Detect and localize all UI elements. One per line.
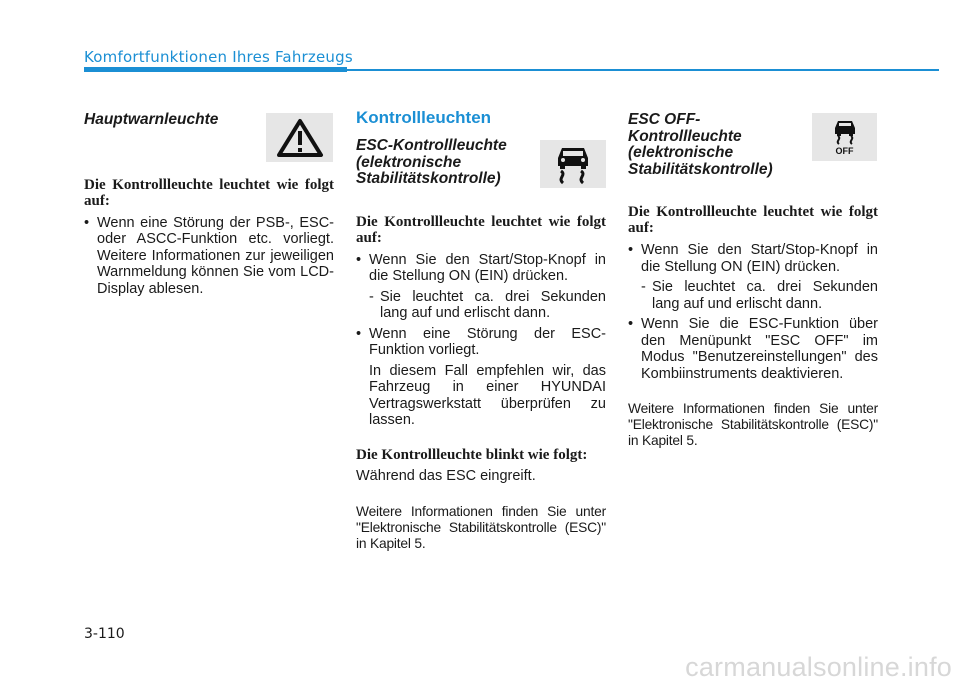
main-warning-lead: Die Kontrollleuchte leuchtet wie folgt auf: <box>84 176 334 209</box>
header-title: Komfortfunktionen Ihres Fahrzeugs <box>84 48 353 66</box>
header-rule-thick <box>84 67 347 72</box>
section-title: Kontrollleuchten <box>356 108 492 127</box>
esc-skid-icon <box>540 140 606 188</box>
esc-off-bullets-2 <box>628 316 878 382</box>
watermark: carmanualsonline.info <box>685 652 952 682</box>
dash-text: Sie leuchtet ca. drei Sekunden lang auf und erlischt dann. <box>380 288 606 321</box>
esc-off-reference: Weitere Informationen finden Sie unter "Elektronische Stabilitätskontrolle (ESC)" in Kapitel 5. <box>628 401 878 448</box>
esc-off-lead: Die Kontrollleuchte leuchtet wie folgt auf: <box>628 204 878 236</box>
esc-off-bullet-2: • Wenn Sie die ESC-Funktion über den Menüpunkt "ESC OFF" im Modus "Benutzereinstellungen" des Kombiinstruments deaktivieren. <box>628 316 878 382</box>
main-warning-heading: Hauptwarnleuchte <box>84 111 219 128</box>
esc-off-icon <box>812 113 877 161</box>
esc-off-bullet-1-dash <box>628 279 878 312</box>
esc-off-bullets <box>628 242 878 275</box>
esc-reference: Weitere Informationen finden Sie unter "Elektronische Stabilitätskontrolle (ESC)" in Kapitel 5. <box>356 504 606 551</box>
esc-bullet-1: • Wenn Sie den Start/Stop-Knopf in die Stellung ON (EIN) drücken. <box>356 252 606 285</box>
esc-bullet-1-dash <box>356 289 606 322</box>
main-warning-bullet: • Wenn eine Störung der PSB-, ESC- oder ASCC-Funktion etc. vorliegt. Weitere Informationen zur jeweiligen Warnmeldung können Sie vom LCD-Display ablesen. <box>84 215 334 298</box>
dash-text: Sie leuchtet ca. drei Sekunden lang auf und erlischt dann. <box>652 279 878 312</box>
esc-bullet-2-sub: In diesem Fall empfehlen wir, das Fahrzeug in einer HYUNDAI Vertragswerkstatt überprüfen zu lassen. <box>369 362 606 428</box>
esc-off-heading: ESC OFF-Kontrollleuchte (elektronische Stabilitätskontrolle) <box>628 111 773 178</box>
header-rule-thin <box>347 69 939 71</box>
esc-lead: Die Kontrollleuchte leuchtet wie folgt auf: <box>356 213 606 246</box>
esc-blink-head: Die Kontrollleuchte blinkt wie folgt: <box>356 446 588 463</box>
esc-off-bullet-1: • Wenn Sie den Start/Stop-Knopf in die Stellung ON (EIN) drücken. <box>628 242 878 275</box>
dash-mark: - <box>369 288 374 305</box>
esc-off-icon-label: OFF <box>835 145 854 156</box>
esc-bullets-2 <box>356 326 606 359</box>
warning-triangle-icon <box>266 113 333 162</box>
esc-blink-text: Während das ESC eingreift. <box>356 467 536 484</box>
esc-heading: ESC-Kontrollleuchte (elektronische Stabilitätskontrolle) <box>356 137 507 187</box>
dash-mark: - <box>641 279 646 295</box>
esc-bullet-2: • Wenn eine Störung der ESC-Funktion vorliegt. <box>356 326 606 359</box>
esc-bullets <box>356 252 606 285</box>
page-number: 3-110 <box>84 626 125 642</box>
main-warning-bullets <box>84 215 334 298</box>
